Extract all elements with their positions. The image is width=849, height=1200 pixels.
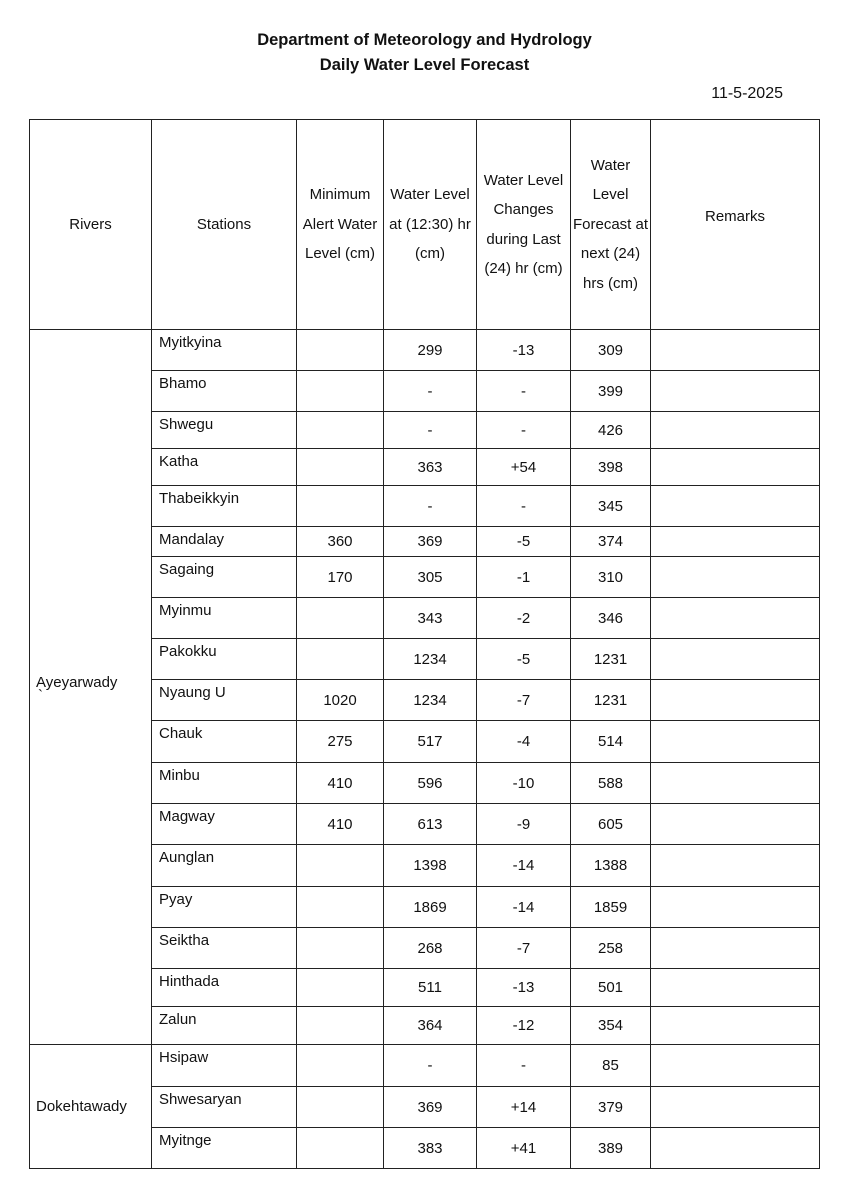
column-header-forecast: Water Level Forecast at next (24) hrs (cm) [571,120,651,330]
remarks-cell [651,557,820,598]
level-change-cell: -1 [477,557,571,598]
alert-level-cell [297,639,384,680]
water-level-cell: 305 [384,557,477,598]
table-body [30,330,820,1169]
water-level-cell: 1234 [384,680,477,721]
alert-level-cell: 410 [297,763,384,804]
forecast-cell: 399 [571,371,651,412]
forecast-cell: 426 [571,412,651,449]
level-change-cell: -5 [477,527,571,557]
water-level-cell: 517 [384,721,477,763]
water-level-cell: - [384,412,477,449]
river-mark: ` [38,686,43,704]
water-level-cell: 268 [384,928,477,969]
alert-level-cell: 360 [297,527,384,557]
station-cell: Shwegu [152,412,297,449]
station-cell: Shwesaryan [152,1087,297,1128]
level-change-cell: -9 [477,804,571,845]
alert-level-cell [297,1087,384,1128]
station-cell: Hsipaw [152,1045,297,1087]
remarks-cell [651,1087,820,1128]
alert-level-cell: 275 [297,721,384,763]
forecast-cell: 1859 [571,887,651,928]
alert-level-cell: 1020 [297,680,384,721]
level-change-cell: -14 [477,887,571,928]
forecast-cell: 1388 [571,845,651,887]
column-header-stations: Stations [152,120,297,330]
table-header-row [30,120,820,330]
station-cell: Katha [152,449,297,486]
river-name: Ayeyarwady [36,673,118,691]
station-cell: Nyaung U [152,680,297,721]
water-level-cell: - [384,371,477,412]
alert-level-cell [297,330,384,371]
alert-level-cell [297,1007,384,1045]
column-header-remarks: Remarks [651,120,820,330]
water-level-cell: 511 [384,969,477,1007]
water-level-cell: 1398 [384,845,477,887]
level-change-cell: -5 [477,639,571,680]
alert-level-cell [297,598,384,639]
forecast-cell: 1231 [571,639,651,680]
forecast-cell: 389 [571,1128,651,1169]
remarks-cell [651,928,820,969]
level-change-cell: -14 [477,845,571,887]
level-change-cell: - [477,486,571,527]
alert-level-cell [297,449,384,486]
level-change-cell: -4 [477,721,571,763]
report-title: Department of Meteorology and Hydrology [257,31,592,49]
water-level-cell: 383 [384,1128,477,1169]
alert-level-cell [297,1128,384,1169]
alert-level-cell: 410 [297,804,384,845]
alert-level-cell [297,1045,384,1087]
alert-level-cell [297,845,384,887]
column-header-water-level: Water Level at (12:30) hr (cm) [384,120,477,330]
remarks-cell [651,1045,820,1087]
station-cell: Myinmu [152,598,297,639]
remarks-cell [651,1128,820,1169]
remarks-cell [651,680,820,721]
remarks-cell [651,1007,820,1045]
water-level-cell: 613 [384,804,477,845]
alert-level-cell [297,969,384,1007]
remarks-cell [651,887,820,928]
water-level-cell: 299 [384,330,477,371]
level-change-cell: -12 [477,1007,571,1045]
river-cell [30,1045,152,1169]
level-change-cell: +14 [477,1087,571,1128]
forecast-cell: 374 [571,527,651,557]
station-cell: Myitkyina [152,330,297,371]
forecast-cell: 85 [571,1045,651,1087]
level-change-cell: -7 [477,680,571,721]
forecast-cell: 258 [571,928,651,969]
report-date: 11-5-2025 [711,85,783,102]
forecast-cell: 514 [571,721,651,763]
remarks-cell [651,412,820,449]
forecast-cell: 310 [571,557,651,598]
water-level-cell: 369 [384,527,477,557]
remarks-cell [651,330,820,371]
column-header-level-changes: Water Level Changes during Last (24) hr (cm) [477,120,571,330]
level-change-cell: -7 [477,928,571,969]
forecast-cell: 501 [571,969,651,1007]
water-level-cell: 364 [384,1007,477,1045]
remarks-cell [651,527,820,557]
remarks-cell [651,845,820,887]
forecast-cell: 605 [571,804,651,845]
column-header-alert-level: Minimum Alert Water Level (cm) [297,120,384,330]
level-change-cell: +41 [477,1128,571,1169]
station-cell: Hinthada [152,969,297,1007]
level-change-cell: -13 [477,330,571,371]
column-header-rivers: Rivers [30,120,152,330]
level-change-cell: - [477,412,571,449]
water-level-cell: 1869 [384,887,477,928]
water-level-table [29,119,820,1169]
station-cell: Magway [152,804,297,845]
station-cell: Chauk [152,721,297,763]
remarks-cell [651,721,820,763]
alert-level-cell [297,371,384,412]
station-cell: Zalun [152,1007,297,1045]
station-cell: Myitnge [152,1128,297,1169]
water-level-cell: 596 [384,763,477,804]
water-level-cell: 363 [384,449,477,486]
level-change-cell: -10 [477,763,571,804]
report-subtitle: Daily Water Level Forecast [319,56,530,74]
remarks-cell [651,371,820,412]
water-level-cell: - [384,1045,477,1087]
forecast-cell: 346 [571,598,651,639]
table-row [30,330,820,371]
station-cell: Sagaing [152,557,297,598]
forecast-cell: 345 [571,486,651,527]
water-level-cell: - [384,486,477,527]
station-cell: Aunglan [152,845,297,887]
level-change-cell: -13 [477,969,571,1007]
forecast-cell: 379 [571,1087,651,1128]
remarks-cell [651,486,820,527]
remarks-cell [651,969,820,1007]
station-cell: Minbu [152,763,297,804]
water-level-cell: 369 [384,1087,477,1128]
remarks-cell [651,639,820,680]
forecast-cell: 354 [571,1007,651,1045]
station-cell: Bhamo [152,371,297,412]
forecast-cell: 1231 [571,680,651,721]
forecast-cell: 588 [571,763,651,804]
water-level-cell: 343 [384,598,477,639]
alert-level-cell [297,928,384,969]
remarks-cell [651,449,820,486]
table-row [30,1045,820,1087]
remarks-cell [651,598,820,639]
river-cell [30,330,152,1045]
station-cell: Pakokku [152,639,297,680]
station-cell: Pyay [152,887,297,928]
remarks-cell [651,763,820,804]
alert-level-cell [297,486,384,527]
level-change-cell: -2 [477,598,571,639]
forecast-cell: 398 [571,449,651,486]
remarks-cell [651,804,820,845]
water-level-cell: 1234 [384,639,477,680]
level-change-cell: - [477,1045,571,1087]
alert-level-cell: 170 [297,557,384,598]
alert-level-cell [297,412,384,449]
station-cell: Thabeikkyin [152,486,297,527]
forecast-cell: 309 [571,330,651,371]
river-name: Dokehtawady [36,1098,127,1115]
level-change-cell: +54 [477,449,571,486]
level-change-cell: - [477,371,571,412]
alert-level-cell [297,887,384,928]
station-cell: Mandalay [152,527,297,557]
station-cell: Seiktha [152,928,297,969]
